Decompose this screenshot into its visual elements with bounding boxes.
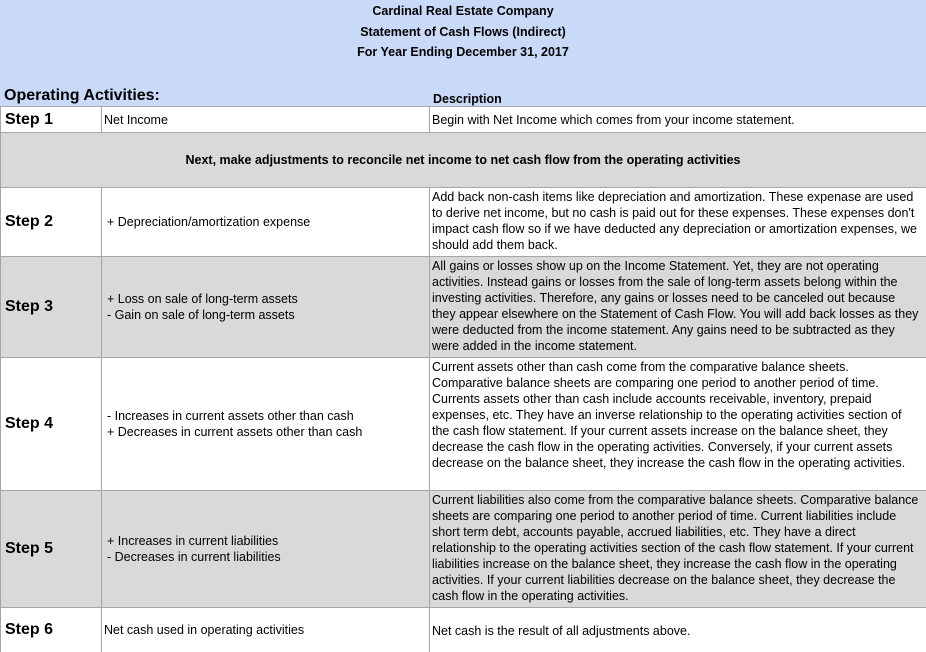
grid-line	[0, 187, 926, 188]
step-item: - Decreases in current liabilities	[107, 550, 281, 564]
step-item: - Gain on sale of long-term assets	[107, 308, 295, 322]
grid-line	[101, 106, 102, 132]
step-description[interactable]: Current liabilities also come from the comparative balance sheets. Comparative balance sheets are comparing one period to another period of time. Current liabilities include short term debt, accounts payable, accrued liabilities, etc. They have a direct relationship to the operating activities section of the cash flow statement. If your current liabilities increase on the balance sheet, they increase the cash flow in the operating activities. If your current liabilities decrease on the balance sheet, they decrease the cash flow in the operating activities.	[429, 491, 926, 607]
section-title[interactable]: Operating Activities:	[4, 87, 160, 104]
grid-line	[101, 187, 102, 652]
adjustments-banner[interactable]: Next, make adjustments to reconcile net income to net cash flow from the operating activities	[0, 133, 926, 187]
grid-line	[429, 187, 430, 652]
statement-period[interactable]: For Year Ending December 31, 2017	[357, 45, 569, 59]
step-description[interactable]: Net cash is the result of all adjustments above.	[429, 608, 926, 652]
step-item: + Loss on sale of long-term assets	[107, 292, 298, 306]
grid-line	[0, 490, 926, 491]
statement-title[interactable]: Statement of Cash Flows (Indirect)	[360, 25, 566, 39]
step-item-cell[interactable]	[101, 608, 429, 652]
step-description[interactable]: Add back non-cash items like depreciation and amortization. These expenase are used to derive net income, but no cash is paid out for these expenses. These expenses don't impact cash flow so if we have deducted any depreciation or amortization expenses, we should add them back.	[429, 188, 926, 256]
step-item: + Increases in current liabilities	[107, 534, 279, 548]
step-item-cell[interactable]	[101, 491, 429, 607]
step-label[interactable]: Step 2	[0, 188, 101, 256]
grid-line	[0, 607, 926, 608]
grid-line	[0, 357, 926, 358]
step-label[interactable]: Step 4	[0, 358, 101, 490]
grid-line	[0, 106, 1, 652]
grid-line	[0, 256, 926, 257]
step-item: Net cash used in operating activities	[104, 623, 305, 637]
step-description[interactable]: All gains or losses show up on the Income Statement. Yet, they are not operating activities. Instead gains or losses from the sale of long-term assets belong within the investing activities. Therefore, any gains or losses need to be canceled out because they appear elsewhere on the Statement of Cash Flow. You will add back losses as they were deducted from the income statement. Any gains need to be subtracted as they were added in the income statement.	[429, 257, 926, 357]
step-label[interactable]: Step 3	[0, 257, 101, 357]
step-label[interactable]: Step 1	[0, 107, 101, 132]
step-item-cell[interactable]	[101, 358, 429, 490]
step-item-cell[interactable]	[101, 188, 429, 256]
step-item: - Increases in current assets other than cash	[107, 409, 354, 423]
step-item-cell[interactable]	[101, 107, 429, 132]
grid-line	[0, 132, 926, 133]
description-header[interactable]: Description	[433, 92, 502, 106]
step-label[interactable]: Step 6	[0, 608, 101, 652]
grid-line	[0, 106, 926, 107]
step-item: + Depreciation/amortization expense	[107, 215, 311, 229]
step-item: Net Income	[104, 112, 168, 127]
step-item: + Decreases in current assets other than cash	[107, 425, 363, 439]
step-description[interactable]: Current assets other than cash come from the comparative balance sheets. Comparative balance sheets are comparing one period to another period of time. Currents assets other than cash include accounts receivable, inventory, prepaid expenses, etc. They have an inverse relationship to the operating activities section of the cash flow statement. If your current assets increase on the balance sheet, they decrease the cash flow in the operating activities. Conversely, if your current assets decrease on the balance sheet, they increase the cash flow in the operating activities.	[429, 358, 926, 490]
company-name[interactable]: Cardinal Real Estate Company	[372, 4, 554, 18]
step-description[interactable]: Begin with Net Income which comes from your income statement.	[429, 107, 926, 132]
step-label[interactable]: Step 5	[0, 491, 101, 607]
step-item-cell[interactable]	[101, 257, 429, 357]
grid-line	[429, 106, 430, 132]
